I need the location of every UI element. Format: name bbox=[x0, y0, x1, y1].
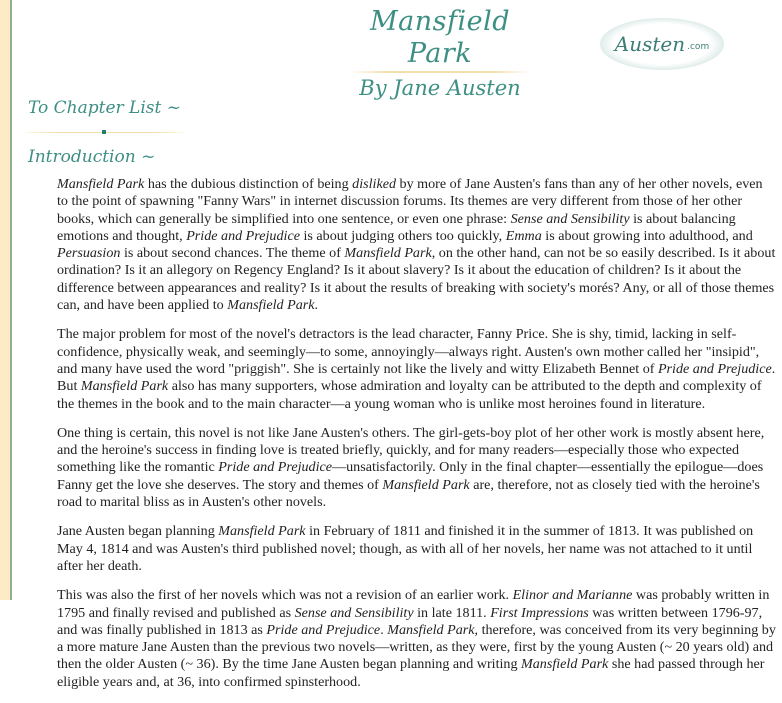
page-title: Mansfield Park bbox=[369, 6, 510, 69]
text-run: . But bbox=[57, 360, 776, 395]
text-run: has the dubious distinction of being bbox=[144, 176, 353, 192]
left-decorative-stripe bbox=[0, 0, 12, 600]
paragraph bbox=[57, 587, 777, 691]
italic-title: Pride and Prejudice bbox=[266, 621, 381, 638]
author-byline: By Jane Austen bbox=[359, 76, 521, 100]
text-run: The major problem for most of the novel's detractors is the lead character, Fanny Price. She is shy, timid, lacking in self-confidence, physically weak, and seemingly—to some, annoyingly—always right. Austen's own mother called her "insipid", and many have used the word "priggish". She is certainly not like the lively and witty Elizabeth Bennet of bbox=[57, 326, 760, 377]
austen-com-logo[interactable] bbox=[600, 18, 724, 70]
text-run: is about growing into adulthood, and bbox=[541, 227, 753, 244]
text-run: One thing is certain, this novel is not like Jane Austen's others. The girl-gets-boy plot of her other work is mostly absent here, and the heroine's success in finding love is treated briefly, quickly, and for many readers—especially those who expected something like the romantic bbox=[57, 424, 765, 476]
article-body bbox=[57, 176, 777, 703]
italic-title: Mansfield Park bbox=[80, 378, 169, 395]
text-run: by more of Jane Austen's fans than any of her other novels, even to the point of spawning "Fanny Wars" in internet discussion forums. Its themes are very different from those of her other books, which can generally be simplified into one sentence, or even one phrase: bbox=[57, 176, 763, 227]
page-header bbox=[0, 0, 782, 100]
text-run: —unsatisfactorily. Only in the final chapter—essentially the epilogue—does Fanny get the love she deserves. The story and themes of bbox=[57, 459, 764, 493]
chapter-list-link[interactable]: To Chapter List ~ bbox=[28, 98, 181, 118]
text-run: was written between 1796-97, and was finally published in 1813 as bbox=[57, 604, 763, 638]
text-run: is about second chances. The theme of bbox=[120, 245, 345, 262]
paragraph bbox=[57, 326, 777, 412]
paragraph bbox=[57, 176, 777, 314]
divider-square-icon bbox=[102, 130, 106, 134]
text-run: also has many supporters, whose admiration and loyalty can be attributed to the depth and complexity of the themes in the book and to the main character—a young woman who is unlike most heroines found in literature. bbox=[57, 378, 762, 412]
italic-title: Emma bbox=[505, 227, 542, 244]
text-run: This was also the first of her novels which was not a revision of an earlier work. bbox=[57, 587, 513, 604]
title-divider bbox=[350, 71, 530, 73]
italic-title: Pride and Prejudice bbox=[218, 459, 333, 476]
ornamental-divider bbox=[26, 131, 186, 135]
logo-text: Austen bbox=[614, 32, 686, 56]
italic-title: Persuasion bbox=[57, 245, 121, 262]
italic-title: Mansfield Park bbox=[521, 656, 609, 673]
title-block bbox=[340, 6, 540, 101]
logo-suffix: .com bbox=[687, 42, 710, 52]
italic-title: Mansfield Park bbox=[382, 476, 470, 493]
section-heading: Introduction ~ bbox=[28, 147, 156, 167]
italic-title: Pride and Prejudice bbox=[657, 360, 772, 377]
italic-title: Mansfield Park bbox=[57, 176, 145, 192]
text-run: was probably written in 1795 and finally revised and published as bbox=[57, 587, 770, 621]
italic-title: First Impressions bbox=[490, 604, 589, 621]
italic-title: disliked bbox=[352, 176, 397, 192]
italic-title: Sense and Sensibility bbox=[510, 210, 630, 227]
paragraph bbox=[57, 523, 777, 575]
text-run: is about balancing emotions and thought, bbox=[57, 210, 736, 244]
text-run: in late 1811. bbox=[413, 604, 491, 621]
text-run: , therefore, was conceived from its very beginning by a more mature Jane Austen than the previous two novels—written, as they were, first by the young Austen (~ 20 years old) and then the older Austen (~ 36). By the time Jane Austen began planning and writing bbox=[57, 621, 776, 673]
text-run: are, therefore, not as closely tied with the heroine's road to marital bliss as in Austen's other novels. bbox=[57, 476, 760, 511]
text-run: is about judging others too quickly, bbox=[299, 227, 506, 244]
text-run: Jane Austen began planning bbox=[57, 523, 219, 540]
italic-title: Mansfield Park bbox=[387, 621, 475, 638]
italic-title: Elinor and Marianne bbox=[512, 587, 633, 604]
paragraph bbox=[57, 425, 777, 511]
italic-title: Mansfield Park bbox=[344, 245, 432, 262]
text-run: in February of 1811 and finished it in the summer of 1813. It was published on May 4, 1814 and was Austen's third published novel; though, as with all of her novels, her name was not attached to it until after her death. bbox=[57, 523, 754, 574]
text-run: she had passed through her eligible years and, at 36, into confirmed spinsterhood. bbox=[57, 656, 765, 690]
divider-line bbox=[26, 132, 186, 133]
italic-title: Sense and Sensibility bbox=[294, 604, 414, 621]
italic-title: Mansfield Park bbox=[218, 523, 306, 540]
italic-title: Mansfield Park bbox=[227, 297, 315, 314]
text-run: . bbox=[314, 297, 319, 314]
italic-title: Pride and Prejudice bbox=[186, 227, 300, 244]
text-run: , on the other hand, can not be so easily described. Is it about ordination? Is it an allegory on Regency England? Is it about slavery? Is it about the education of children? Is it about the difference between appearances and reality? Is it about the results of breaking with society's morés? Any, or all of those themes can, and have been applied to bbox=[57, 245, 776, 314]
text-run: . bbox=[380, 621, 388, 638]
